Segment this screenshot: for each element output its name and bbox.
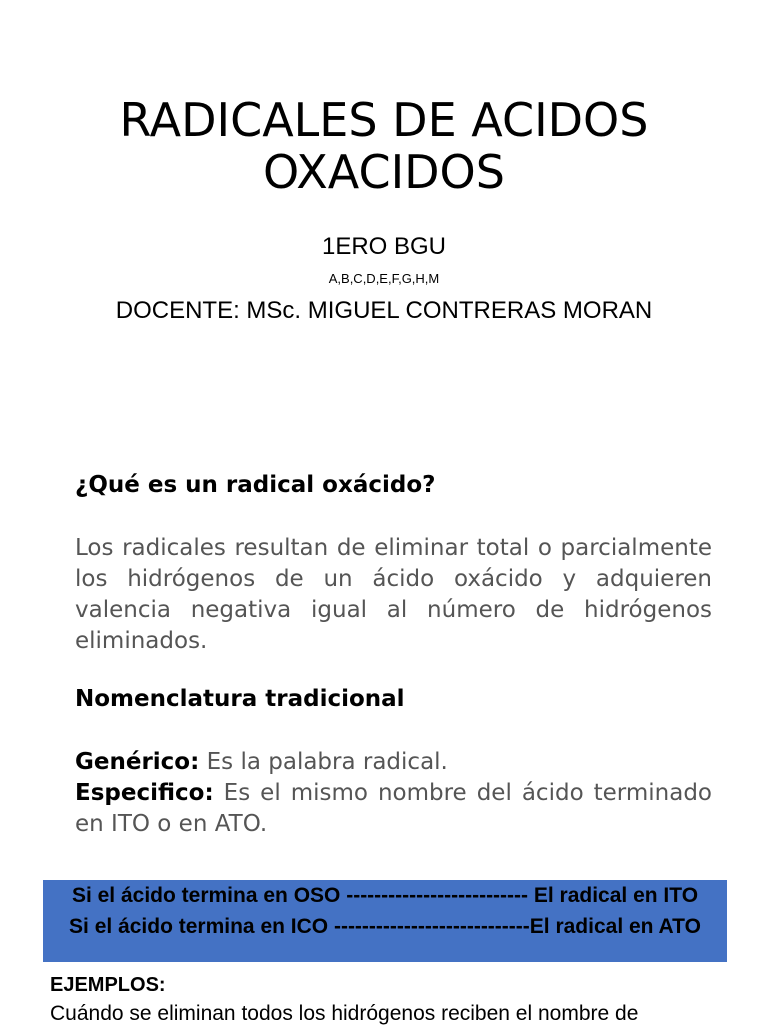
generic-definition — [75, 747, 712, 778]
title-line-2: OXACIDOS — [263, 145, 505, 199]
nomenclature-definitions — [75, 747, 712, 840]
rules-box — [43, 880, 727, 962]
generic-text: Es la palabra radical. — [199, 749, 448, 775]
examples-text: Cuándo se eliminan todos los hidrógenos reciben el nombre de — [50, 1002, 639, 1025]
groups-label: A,B,C,D,E,F,G,H,M — [328, 271, 440, 286]
question-heading: ¿Qué es un radical oxácido? — [75, 472, 436, 498]
document-title — [0, 94, 768, 198]
examples-heading: EJEMPLOS: — [50, 974, 166, 996]
specific-text: Es el mismo nombre del ácido terminado en ITO o en ATO. — [75, 780, 712, 837]
title-line-1: RADICALES DE ACIDOS — [119, 93, 649, 147]
generic-label: Genérico: — [75, 749, 200, 775]
specific-definition — [75, 778, 712, 840]
nomenclature-heading: Nomenclatura tradicional — [75, 686, 405, 712]
question-paragraph: Los radicales resultan de eliminar total o parcialmente los hidrógenos de un ácido oxácido y adquieren valencia negativa igual al número de hidrógenos eliminados. — [75, 535, 712, 654]
rule-ico: Si el ácido termina en ICO ----------------------------El radical en ATO — [69, 915, 701, 938]
rule-oso: Si el ácido termina en OSO -------------------------- El radical en ITO — [71, 884, 699, 907]
teacher-label: DOCENTE: MSc. MIGUEL CONTRERAS MORAN — [115, 297, 653, 324]
course-label: 1ERO BGU — [321, 233, 447, 260]
specific-label: Especifico: — [75, 780, 214, 806]
